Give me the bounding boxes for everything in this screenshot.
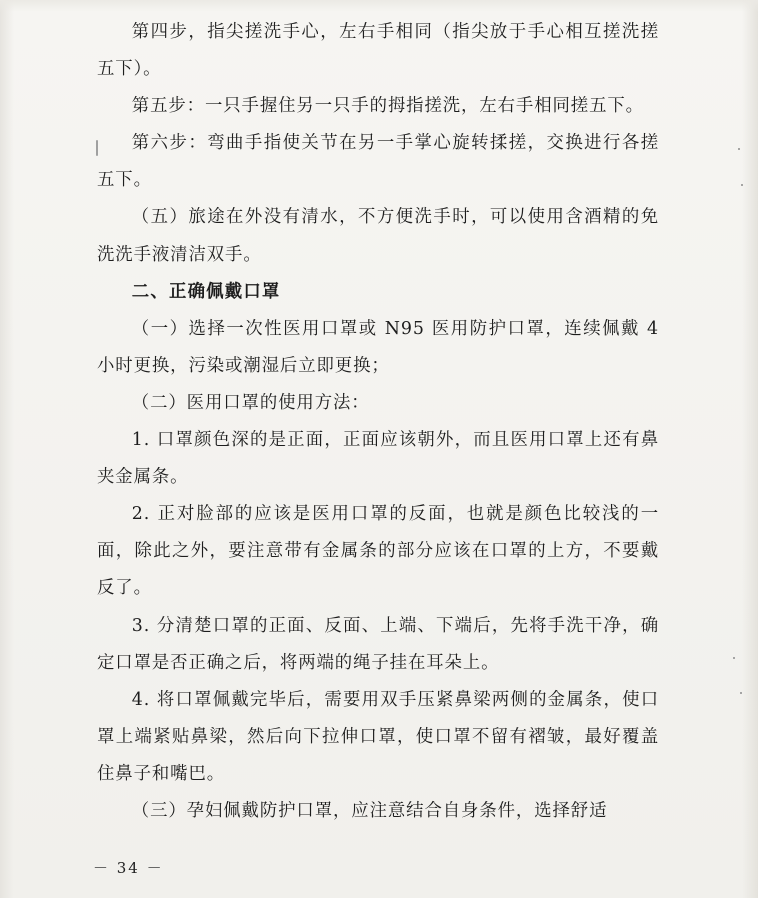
paragraph-mask-usage-title: （二）医用口罩的使用方法：: [131, 392, 370, 413]
paragraph-mask-selection: （一）选择一次性医用口罩或 N95 医用防护口罩，连续佩戴 4 小时更换，污染或潮湿后立即更换；: [97, 318, 659, 376]
paragraph-travel-sanitizer: （五）旅途在外没有清水，不方便洗手时，可以使用含酒精的免洗洗手液清洁双手。: [97, 207, 659, 265]
scan-speck: [733, 657, 735, 659]
document-body: [97, 14, 659, 830]
scan-speck: [738, 148, 740, 150]
page-number: － 34 －: [93, 859, 164, 877]
paragraph-mask-usage-2: 2. 正对脸部的应该是医用口罩的反面，也就是颜色比较浅的一面，除此之外，要注意带有金属条的部分应该在口罩的上方，不要戴反了。: [97, 504, 659, 599]
section-heading-mask: 二、正确佩戴口罩: [131, 281, 281, 302]
paragraph-mask-usage-4: 4. 将口罩佩戴完毕后，需要用双手压紧鼻梁两侧的金属条，使口罩上端紧贴鼻梁，然后向下拉伸口罩，使口罩不留有褶皱，最好覆盖住鼻子和嘴巴。: [97, 689, 659, 784]
scan-edge-left: [0, 0, 14, 898]
paragraph-mask-usage-1: 1. 口罩颜色深的是正面，正面应该朝外，而且医用口罩上还有鼻夹金属条。: [97, 430, 659, 488]
paragraph-step-four: 第四步，指尖搓洗手心，左右手相同（指尖放于手心相互搓洗搓五下）。: [97, 22, 659, 80]
scan-speck: [741, 184, 743, 186]
scan-speck: [740, 692, 742, 694]
scan-edge-right: [742, 0, 758, 898]
paragraph-step-six: 第六步：弯曲手指使关节在另一手掌心旋转揉搓，交换进行各搓五下。: [97, 133, 659, 191]
paragraph-mask-usage-3: 3. 分清楚口罩的正面、反面、上端、下端后，先将手洗干净，确定口罩是否正确之后，将两端的绳子挂在耳朵上。: [97, 615, 659, 673]
paragraph-pregnant-mask: （三）孕妇佩戴防护口罩，应注意结合自身条件，选择舒适: [131, 800, 608, 821]
paragraph-step-five: 第五步：一只手握住另一只手的拇指搓洗，左右手相同搓五下。: [131, 96, 644, 117]
scan-edge-top: [0, 0, 758, 12]
